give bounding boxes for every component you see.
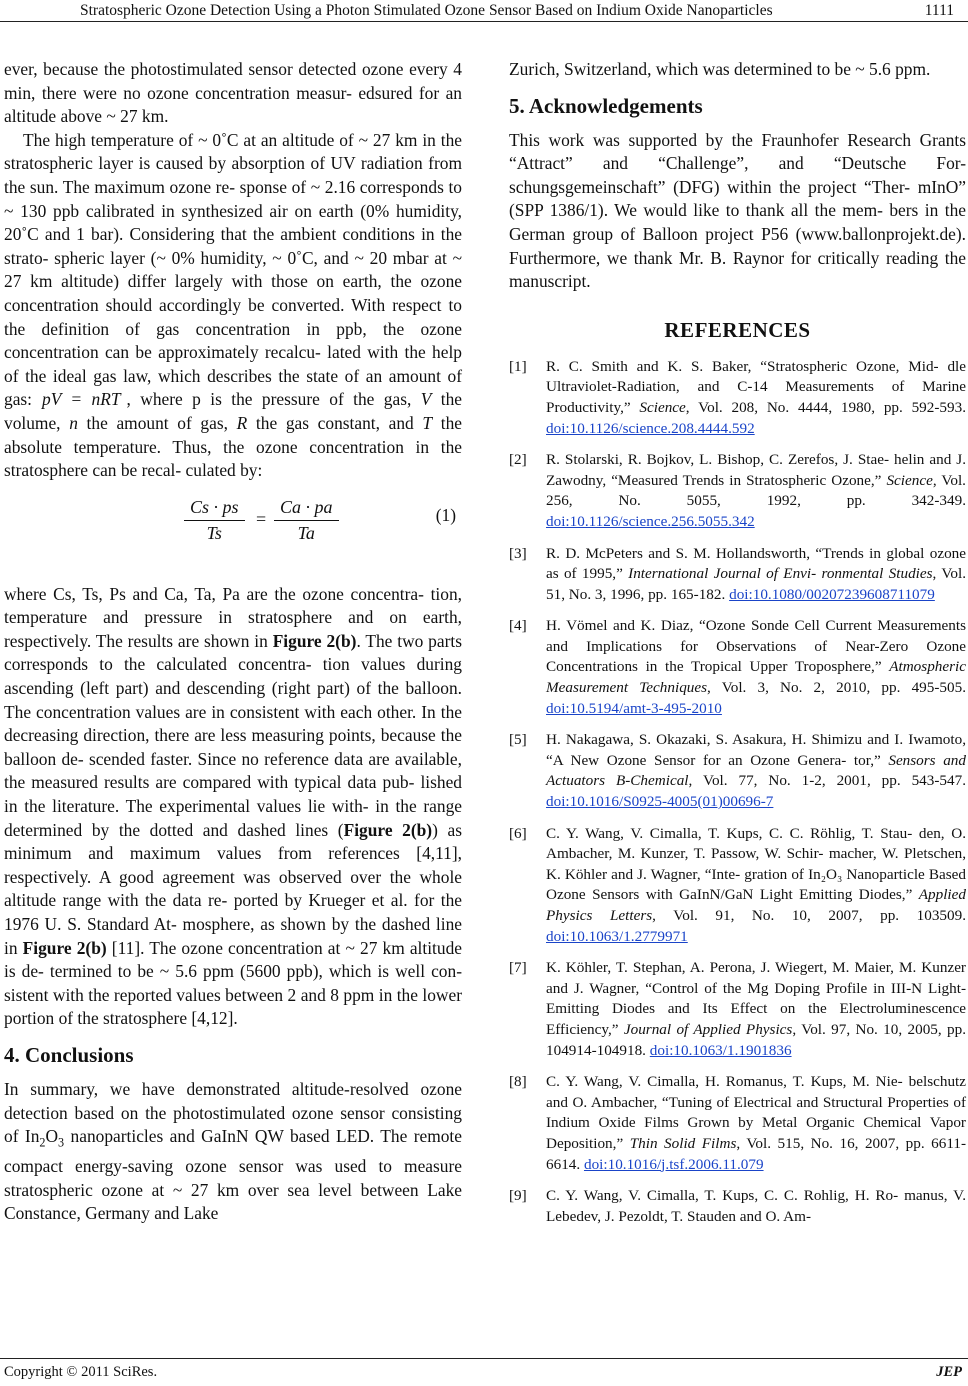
variable-r: R [236,412,248,433]
journal-abbrev: JEP [936,1364,962,1380]
reference-doi-link[interactable]: doi:10.1016/S0925-4005(01)00696-7 [546,793,774,811]
text-segment: the absolute temperature. Thus, the ozone concentration in the stratosphere can be recal- culated by: [4,412,462,481]
equation-number: (1) [435,504,456,525]
reference-number: [8] [509,1073,527,1091]
footer-rule [0,1358,968,1359]
reference-text: R. D. McPeters and S. M. Hollandsworth, “Trends in global ozone as of 1995,” [546,544,966,583]
reference-item [509,958,966,1061]
fraction-earth [274,497,339,544]
reference-doi-link[interactable]: doi:10.1016/j.tsf.2006.11.079 [583,1155,764,1173]
reference-item [509,1072,966,1175]
reference-doi-link[interactable]: doi:10.5194/amt-3-495-2010 [546,699,722,717]
figure-reference: Figure 2(b) [343,819,433,840]
reference-journal: Atmospheric Measurement Techniques [546,658,966,697]
reference-doi-link[interactable]: doi:10.1063/1.1901836 [649,1041,792,1059]
reference-number: [6] [509,824,527,842]
text-segment: nanoparticles and GaInN QW based LED. The remote compact energy-saving ozone sensor was used to measure stratospheric ozone at ~ 27 km over sea level between Lake Constance, Germany and Lake [4,1126,462,1224]
fraction-stratosphere [184,497,245,544]
reference-details: , Vol. 97, No. 10, 2005, pp. 104914-104918. [546,1020,967,1059]
reference-details: , Vol. 51, No. 3, 1996, pp. 165-182. [546,565,966,603]
reference-item [509,1186,966,1227]
text-segment: O [45,1126,59,1147]
reference-number: [5] [509,731,527,749]
reference-item [509,824,966,948]
denominator: Ta [297,522,315,543]
reference-details: , Vol. 77, No. 1-2, 2001, pp. 543-547. [688,772,966,790]
reference-doi-link[interactable]: doi:10.1126/science.208.4444.592 [546,419,755,437]
reference-item [509,730,966,812]
left-column [4,58,462,1226]
reference-journal: Journal of Applied Physics [623,1020,793,1038]
reference-text: C. Y. Wang, V. Cimalla, H. Romanus, T. Kups, M. Nie- belschutz and O. Ambacher, “Tuning of Electrical and Structural Properties of Indium Oxide Films Grown by Metal Organic Chemical Vapor Deposition,” [546,1073,966,1152]
right-column [509,58,966,1238]
references-heading: REFERENCES [664,317,811,342]
reference-journal: Thin Solid Films [629,1134,737,1152]
equation-1 [4,491,462,579]
text-segment: the gas constant, and [247,412,414,433]
variable-n: n [69,412,78,433]
running-header [0,0,968,22]
section-heading-conclusions: 4. Conclusions [4,1042,134,1067]
figure-reference: Figure 2(b) [22,937,107,958]
reference-details: , Vol. 256, No. 5055, 1992, pp. 342-349. [546,471,966,510]
reference-details: , Vol. 515, No. 16, 2007, pp. 6611-6614. [546,1134,966,1173]
text-segment: In summary, we have demonstrated altitude-resolved ozone detection based on the photostimulated ozone sensor consisting of In [4,1078,462,1147]
text-segment: [11]. The ozone concentration at ~ 27 km altitude is de- termined to be ~ 5.6 ppm (5600 ppb), which is well con- sistent with the reported values between 2 and 8 ppm in the lower portion of the stratosphere [4,12]. [4,937,462,1029]
text-segment: the volume, [4,389,462,433]
paragraph-results [4,583,462,1031]
reference-journal: Science [886,471,933,489]
paragraph-continuation: Zurich, Switzerland, which was determined to be ~ 5.6 ppm. [509,59,931,79]
reference-details: , Vol. 3, No. 2, 2010, pp. 495-505. [707,679,966,697]
reference-number: [7] [509,959,527,977]
reference-text: C. Y. Wang, V. Cimalla, T. Kups, C. C. Rohlig, H. Ro- manus, V. Lebedev, J. Pezoldt, T. Stauden and O. Am- [546,1187,966,1225]
reference-text: H. Nakagawa, S. Okazaki, S. Asakura, H. Shimizu and I. Iwamoto, “A New Ozone Sensor for an Ozone Genera- tor,” [546,731,966,769]
reference-text: H. Vömel and K. Diaz, “Ozone Sonde Cell Current Measurements and Implications for Observations of Near-Zero Ozone Concentrations in the Tropical Upper Troposphere,” [546,617,966,676]
copyright-notice: Copyright © 2011 SciRes. [4,1364,158,1380]
denominator: Ts [206,522,222,543]
variable-t: T [422,412,433,433]
reference-item [509,616,966,719]
reference-doi-link[interactable]: doi:10.1063/1.2779971 [546,927,688,945]
reference-doi-link[interactable]: doi:10.1080/00207239608711079 [729,585,935,603]
reference-details: , Vol. 208, No. 4444, 1980, pp. 592-593. [685,398,966,416]
numerator: Ca · pa [274,497,339,521]
text-segment: ) as minimum and maximum values from references [4,11], respectively. A good agreement was observed over the whole altitude range with the data re- ported by Krueger et al. for the 1976 U. S. Standard At- mosphere, as shown by the dashed line in [4,819,462,958]
reference-number: [4] [509,617,527,635]
inline-equation: pV = nRT [42,389,121,410]
reference-list [509,357,966,1228]
text-segment: , where p is the pressure of the gas, [126,389,412,410]
text-segment: where Cs, Ts, Ps and Ca, Ta, Pa are the ozone concentra- tion, temperature and pressure in stratosphere and on earth, respectively. The results are shown in [4,583,462,651]
reference-item [509,544,966,606]
reference-doi-link[interactable]: doi:10.1126/science.256.5055.342 [546,512,755,530]
page-number: 1111 [924,2,954,19]
paragraph-conclusions [4,1078,462,1226]
reference-text: R. C. Smith and K. S. Baker, “Stratospheric Ozone, Mid- dle Ultraviolet-Radiation, and C-14 Measurements of Marine Productivity,” [546,357,966,416]
reference-number: [9] [509,1187,527,1205]
reference-number: [1] [509,357,527,375]
text-segment: the amount of gas, [77,412,228,433]
text-segment: . The two parts corresponds to the calculated concentra- tion values during ascending (left part) and descending (right part) of the balloon. The concentration values are in consistent with each other. In the decreasing direction, there are less measuring points, because the balloon de- scended faster. Since no reference data are available, the measured results are compared with typical data pub- lished in the literature. The experimental values lie with- in the range determined by the dotted and dashed lines ( [4,630,462,840]
reference-number: [2] [509,451,527,469]
reference-item [509,450,966,532]
running-title: Stratospheric Ozone Detection Using a Photon Stimulated Ozone Sensor Based on Indium Oxide Nanoparticles [80,2,773,19]
paragraph-continuation: ever, because the photostimulated sensor detected ozone every 4 min, there were no ozone concentration measur- edsured for an altitude above ~ 27 km. [4,59,462,127]
reference-text: K. Köhler, T. Stephan, A. Perona, J. Wiegert, M. Maier, M. Kunzer and J. Wagner, “Control of the Mg Doping Profile in III-N Light-Emitting Diodes and Its Effect on the Electroluminescence Efficiency,” [546,959,966,1038]
header-rule [0,21,968,22]
reference-journal: Science [639,398,686,416]
reference-text: C. Y. Wang, V. Cimalla, T. Kups, C. C. Röhlig, T. Stau- den, O. Ambacher, M. Kunzer, T. Passow, W. Schir- macher, W. Pletschen, K. Köhler and J. Wagner, “Inte- gration of In₂O₃ Nanoparticle Based Ozone Sensors with GaInN/GaN Light Emitting Diodes,” [546,824,966,904]
section-heading-acknowledgements: 5. Acknowledgements [509,93,703,118]
reference-details: , Vol. 91, No. 10, 2007, pp. 103509. [652,907,966,924]
subscript: 2 [39,1135,46,1150]
reference-journal: Sensors and Actuators B-Chemical [546,751,966,790]
reference-text: R. Stolarski, R. Bojkov, L. Bishop, C. Zerefos, J. Stae- helin and J. Zawodny, “Measured Trends in Stratospheric Ozone,” [546,451,966,489]
equals-sign: = [256,508,267,529]
paragraph-ideal-gas [4,129,462,483]
variable-v: V [420,389,432,410]
subscript: 3 [58,1135,65,1150]
figure-reference: Figure 2(b) [272,630,357,651]
paragraph-acknowledgements: This work was supported by the Fraunhofer Research Grants “Attract” and “Challenge”, and “Deutsche For- schungsgemeinschaft” (DFG) within the project “Ther- mInO” (SPP 1386/1). We would like to thank all the mem- bers in the German group of Balloon project P56 (www.ballonprojekt.de). Furthermore, we thank Mr. B. Raynor for critically reading the manuscript. [509,129,966,292]
reference-journal: International Journal of Envi- ronmental Studies [628,565,933,583]
numerator: Cs · ps [184,497,245,521]
reference-item [509,357,966,439]
text-segment: The high temperature of ~ 0˚C at an altitude of ~ 27 km in the stratospheric layer is caused by absorption of UV radiation from the sun. The maximum ozone re- sponse of ~ 2.16 corresponds to ~ 130 ppb calibrated in synthesized air on earth (0% humidity, 20˚C and 1 bar). Considering that the ambient conditions in the strato- spheric layer (~ 0% humidity, ~ 0˚C, and ~ 20 mbar at ~ 27 km altitude) differ largely with those on earth, the ozone concentration should accordingly be converted. With respect to the definition of gas concentration in ppb, the ozone concentration can be approximately recalcu- lated with the help of the ideal gas law, which describes the state of an amount of gas: [4,129,462,410]
reference-number: [3] [509,544,527,562]
reference-journal: Applied Physics Letters [546,886,966,924]
